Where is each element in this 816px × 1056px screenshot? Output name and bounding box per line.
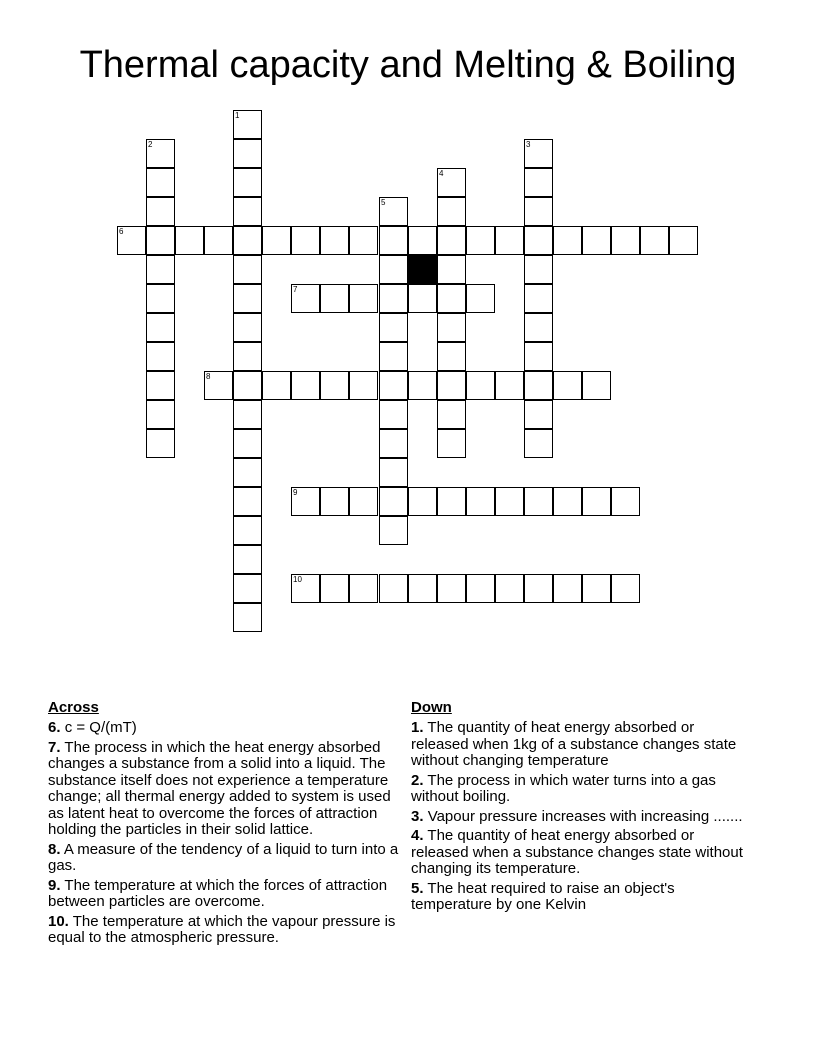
answer-cell[interactable] [524, 284, 553, 313]
clue-text: The temperature at which the forces of attraction between particles are overcome. [48, 876, 388, 910]
across-clue [48, 720, 400, 737]
answer-cell[interactable] [233, 487, 262, 516]
answer-cell[interactable] [379, 342, 408, 371]
answer-cell[interactable] [291, 226, 320, 255]
answer-cell[interactable] [233, 226, 262, 255]
down-heading: Down [411, 699, 452, 716]
answer-cell[interactable] [437, 168, 466, 197]
answer-cell[interactable] [669, 226, 698, 255]
answer-cell[interactable] [146, 400, 175, 429]
answer-cell[interactable] [437, 313, 466, 342]
answer-cell[interactable] [379, 516, 408, 545]
clue-number: 8 [206, 372, 211, 381]
down-clue [411, 720, 751, 770]
answer-cell[interactable] [233, 429, 262, 458]
clue-label: 7. [48, 738, 61, 756]
across-clue-list [48, 720, 400, 947]
answer-cell[interactable] [146, 255, 175, 284]
down-clue [411, 828, 751, 878]
clue-label: 6. [48, 719, 61, 736]
answer-cell[interactable] [553, 371, 582, 400]
answer-cell[interactable] [408, 284, 437, 313]
answer-cell[interactable] [146, 371, 175, 400]
answer-cell[interactable] [233, 313, 262, 342]
answer-cell[interactable] [204, 226, 233, 255]
clue-text: c = Q/(mT) [64, 719, 137, 736]
answer-cell[interactable] [233, 284, 262, 313]
answer-cell[interactable] [320, 371, 349, 400]
clue-number: 2 [148, 140, 153, 149]
down-clue [411, 773, 751, 806]
clue-number: 5 [381, 198, 386, 207]
answer-cell[interactable] [349, 284, 378, 313]
answer-cell[interactable] [233, 400, 262, 429]
answer-cell[interactable] [233, 458, 262, 487]
clue-number: 3 [526, 140, 531, 149]
answer-cell[interactable] [524, 313, 553, 342]
answer-cell[interactable] [233, 603, 262, 632]
answer-cell[interactable] [437, 342, 466, 371]
answer-cell[interactable] [437, 429, 466, 458]
across-clue [48, 842, 400, 875]
answer-cell[interactable] [408, 226, 437, 255]
answer-cell[interactable] [233, 255, 262, 284]
answer-cell[interactable] [553, 574, 582, 603]
clue-text: Vapour pressure increases with increasing ....... [427, 807, 743, 825]
answer-cell[interactable] [262, 226, 291, 255]
answer-cell[interactable] [582, 574, 611, 603]
answer-cell[interactable] [146, 284, 175, 313]
answer-cell[interactable] [611, 487, 640, 516]
answer-cell[interactable] [524, 371, 553, 400]
answer-cell[interactable] [379, 429, 408, 458]
clue-label: 8. [48, 840, 61, 858]
answer-cell[interactable] [262, 371, 291, 400]
answer-cell[interactable] [146, 168, 175, 197]
across-clues [48, 699, 400, 950]
answer-cell[interactable] [524, 168, 553, 197]
answer-cell[interactable] [379, 458, 408, 487]
answer-cell[interactable] [524, 255, 553, 284]
answer-cell[interactable] [466, 284, 495, 313]
answer-cell[interactable] [146, 313, 175, 342]
answer-cell[interactable] [146, 226, 175, 255]
answer-cell[interactable] [349, 574, 378, 603]
answer-cell[interactable] [379, 197, 408, 226]
answer-cell[interactable] [146, 342, 175, 371]
answer-cell[interactable] [466, 371, 495, 400]
clue-number: 10 [293, 575, 302, 584]
answer-cell[interactable] [466, 226, 495, 255]
clue-label: 2. [411, 771, 424, 789]
answer-cell[interactable] [291, 371, 320, 400]
answer-cell[interactable] [233, 197, 262, 226]
clue-label: 3. [411, 807, 424, 825]
answer-cell[interactable] [175, 226, 204, 255]
answer-cell[interactable] [233, 139, 262, 168]
down-clue [411, 809, 751, 826]
clue-number: 6 [119, 227, 124, 236]
down-clues [411, 699, 751, 917]
answer-cell[interactable] [408, 371, 437, 400]
answer-cell[interactable] [553, 487, 582, 516]
answer-cell[interactable] [437, 574, 466, 603]
across-clue [48, 914, 400, 947]
clue-text: The process in which water turns into a gas without boiling. [411, 771, 716, 805]
answer-cell[interactable] [495, 487, 524, 516]
answer-cell[interactable] [146, 197, 175, 226]
answer-cell[interactable] [379, 400, 408, 429]
down-clue-list [411, 720, 751, 914]
answer-cell[interactable] [408, 487, 437, 516]
clue-text: The process in which the heat energy absorbed changes a substance from a solid into a liquid. The substance itself does not experience a temperature change; all thermal energy added to system is used as latent heat to overcome the forces of attraction holding the particles in their solid lattice. [48, 738, 391, 838]
answer-cell[interactable] [437, 487, 466, 516]
answer-cell[interactable] [524, 226, 553, 255]
answer-cell[interactable] [233, 110, 262, 139]
answer-cell[interactable] [611, 574, 640, 603]
answer-cell[interactable] [233, 574, 262, 603]
answer-cell[interactable] [495, 226, 524, 255]
clue-number: 1 [235, 111, 240, 120]
answer-cell[interactable] [349, 226, 378, 255]
answer-cell[interactable] [379, 574, 408, 603]
answer-cell[interactable] [117, 226, 146, 255]
clue-text: The temperature at which the vapour pressure is equal to the atmospheric pressure. [48, 912, 396, 946]
answer-cell[interactable] [233, 371, 262, 400]
clue-text: The quantity of heat energy absorbed or released when 1kg of a substance changes state without changing temperature [411, 719, 737, 769]
answer-cell[interactable] [437, 226, 466, 255]
answer-cell[interactable] [466, 574, 495, 603]
clue-label: 9. [48, 876, 61, 894]
answer-cell[interactable] [233, 545, 262, 574]
answer-cell[interactable] [582, 371, 611, 400]
answer-cell[interactable] [553, 226, 582, 255]
puzzle-title: Thermal capacity and Melting & Boiling [79, 44, 737, 86]
answer-cell[interactable] [320, 487, 349, 516]
answer-cell[interactable] [320, 574, 349, 603]
answer-cell[interactable] [524, 429, 553, 458]
down-clue [411, 881, 751, 914]
answer-cell[interactable] [582, 226, 611, 255]
answer-cell[interactable] [582, 487, 611, 516]
answer-cell[interactable] [379, 255, 408, 284]
answer-cell[interactable] [291, 284, 320, 313]
clue-label: 5. [411, 879, 424, 897]
answer-cell[interactable] [524, 400, 553, 429]
answer-cell[interactable] [379, 284, 408, 313]
clue-label: 1. [411, 719, 424, 736]
answer-cell[interactable] [233, 516, 262, 545]
clue-label: 4. [411, 827, 424, 844]
answer-cell[interactable] [437, 371, 466, 400]
answer-cell[interactable] [379, 487, 408, 516]
answer-cell[interactable] [233, 342, 262, 371]
answer-cell[interactable] [466, 487, 495, 516]
clue-text: A measure of the tendency of a liquid to turn into a gas. [48, 840, 399, 874]
answer-cell[interactable] [320, 226, 349, 255]
clue-number: 9 [293, 488, 298, 497]
answer-cell[interactable] [379, 226, 408, 255]
clue-label: 10. [48, 912, 69, 930]
answer-cell[interactable] [611, 226, 640, 255]
clue-number: 7 [293, 285, 298, 294]
answer-cell[interactable] [437, 255, 466, 284]
answer-cell[interactable] [349, 487, 378, 516]
clue-number: 4 [439, 169, 444, 178]
answer-cell[interactable] [524, 139, 553, 168]
answer-cell[interactable] [204, 371, 233, 400]
answer-cell[interactable] [379, 371, 408, 400]
answer-cell[interactable] [524, 574, 553, 603]
answer-cell[interactable] [495, 574, 524, 603]
answer-cell[interactable] [408, 574, 437, 603]
answer-cell[interactable] [291, 487, 320, 516]
answer-cell[interactable] [291, 574, 320, 603]
black-cell [408, 255, 437, 284]
clue-text: The quantity of heat energy absorbed or released when a substance changes state without changing its temperature. [411, 827, 743, 877]
answer-cell[interactable] [524, 197, 553, 226]
answer-cell[interactable] [495, 371, 524, 400]
answer-cell[interactable] [349, 371, 378, 400]
answer-cell[interactable] [437, 197, 466, 226]
answer-cell[interactable] [320, 284, 349, 313]
across-clue [48, 740, 400, 839]
across-clue [48, 878, 400, 911]
answer-cell[interactable] [146, 429, 175, 458]
answer-cell[interactable] [640, 226, 669, 255]
answer-cell[interactable] [524, 487, 553, 516]
answer-cell[interactable] [524, 342, 553, 371]
answer-cell[interactable] [379, 313, 408, 342]
answer-cell[interactable] [233, 168, 262, 197]
clue-text: The heat required to raise an object's temperature by one Kelvin [411, 879, 675, 913]
answer-cell[interactable] [437, 284, 466, 313]
answer-cell[interactable] [146, 139, 175, 168]
across-heading: Across [48, 699, 99, 716]
answer-cell[interactable] [437, 400, 466, 429]
